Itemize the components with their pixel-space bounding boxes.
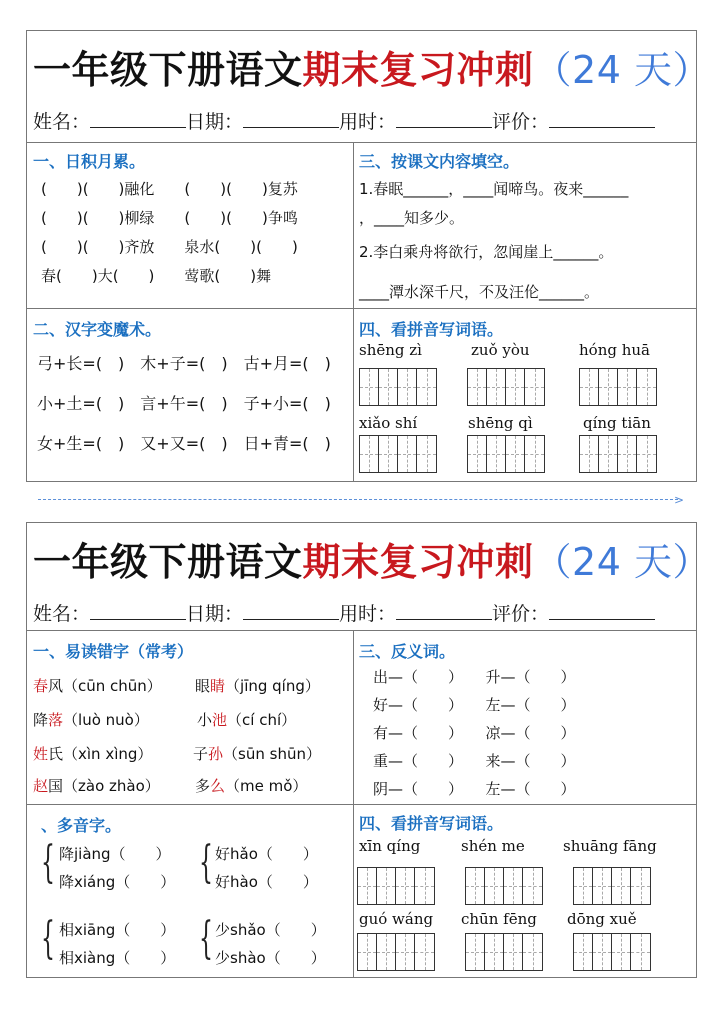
date-blank[interactable] xyxy=(243,111,339,128)
misread-word: 春风（cūn chūn） xyxy=(33,677,162,695)
fill-row: ____潭水深千尺，不及汪伦______。 xyxy=(359,283,600,301)
polyphone-item: 好hǎo（ ） xyxy=(215,845,318,863)
brace-icon: { xyxy=(41,837,55,888)
polyphone-item: 相xiāng（ ） xyxy=(59,921,176,939)
section-title: 二、汉字变魔术。 xyxy=(33,320,162,339)
misread-word: 降落（luò nuò） xyxy=(33,711,149,729)
antonym-row: 有—（ ） 凉—（ ） xyxy=(373,724,576,742)
pinyin-label: shuāng fāng xyxy=(563,837,657,855)
idiom-row: 春( )大( ) 莺歌( )舞 xyxy=(41,267,272,285)
divider xyxy=(27,804,696,805)
pinyin-label: xiǎo shí xyxy=(359,414,418,432)
antonym-row: 阴—（ ） 左—（ ） xyxy=(373,780,576,798)
writing-grid[interactable] xyxy=(359,435,437,473)
time-blank[interactable] xyxy=(396,603,492,620)
section-title: 一、日积月累。 xyxy=(33,152,146,171)
worksheet-card-2 xyxy=(26,522,711,978)
eval-blank[interactable] xyxy=(549,111,655,128)
writing-grid[interactable] xyxy=(465,933,543,971)
pinyin-label: dōng xuě xyxy=(567,910,637,928)
section-title: 三、按课文内容填空。 xyxy=(359,152,520,171)
writing-grid[interactable] xyxy=(579,435,657,473)
char-math-row: 弓+长=( ) 木+子=( ) 古+月=( ) xyxy=(37,354,331,373)
writing-grid[interactable] xyxy=(467,435,545,473)
pinyin-label: hóng huā xyxy=(579,341,650,359)
divider xyxy=(27,308,696,309)
cut-line xyxy=(38,499,678,500)
brace-icon: { xyxy=(41,913,55,964)
pinyin-label: zuǒ yòu xyxy=(471,341,530,359)
idiom-row: ( )( )柳绿 ( )( )争鸣 xyxy=(41,209,298,227)
misread-word: 姓氏（xìn xìng） xyxy=(33,745,153,763)
writing-grid[interactable] xyxy=(359,368,437,406)
misread-word: 赵国（zào zhào） xyxy=(33,777,160,795)
fill-row: ，____知多少。 xyxy=(359,209,465,227)
misread-word: 眼睛（jīng qíng） xyxy=(195,677,320,695)
divider xyxy=(353,142,354,481)
polyphone-item: 好hào（ ） xyxy=(215,873,318,891)
section-title: 四、看拼音写词语。 xyxy=(359,320,504,339)
time-blank[interactable] xyxy=(396,111,492,128)
writing-grid[interactable] xyxy=(573,933,651,971)
arrow-right-icon: > xyxy=(674,493,685,507)
polyphone-item: 降jiàng（ ） xyxy=(59,845,171,863)
pinyin-label: xīn qíng xyxy=(359,837,421,855)
antonym-row: 好—（ ） 左—（ ） xyxy=(373,696,576,714)
writing-grid[interactable] xyxy=(357,867,435,905)
antonym-row: 重—（ ） 来—（ ） xyxy=(373,752,576,770)
pinyin-label: shēng qì xyxy=(468,414,533,432)
fill-row: 1.春眠______，____闻啼鸟。夜来______ xyxy=(359,180,629,198)
pinyin-label: guó wáng xyxy=(359,910,434,928)
pinyin-label: shēng zì xyxy=(359,341,422,359)
student-info: 姓名： 日期： 用时： 评价： xyxy=(33,107,655,134)
page-title: 一年级下册语文期末复习冲刺（24 天） xyxy=(33,48,711,92)
idiom-row: ( )( )融化 ( )( )复苏 xyxy=(41,180,298,198)
pinyin-label: shén me xyxy=(461,837,525,855)
page-title: 一年级下册语文期末复习冲刺（24 天） xyxy=(33,540,711,584)
antonym-row: 出—（ ） 升—（ ） xyxy=(373,668,576,686)
section-title: 四、看拼音写词语。 xyxy=(359,814,504,833)
misread-word: 多么（me mǒ） xyxy=(195,777,308,795)
pinyin-label: chūn fēng xyxy=(461,910,537,928)
polyphone-item: 少shào（ ） xyxy=(215,949,326,967)
worksheet-card-1 xyxy=(26,30,711,482)
section-title: 三、反义词。 xyxy=(359,642,456,661)
char-math-row: 小+土=( ) 言+午=( ) 子+小=( ) xyxy=(37,394,331,413)
polyphone-item: 相xiàng（ ） xyxy=(59,949,176,967)
misread-word: 子孙（sūn shūn） xyxy=(193,745,321,763)
writing-grid[interactable] xyxy=(465,867,543,905)
writing-grid[interactable] xyxy=(467,368,545,406)
student-info: 姓名： 日期： 用时： 评价： xyxy=(33,599,655,626)
brace-icon: { xyxy=(199,837,213,888)
name-blank[interactable] xyxy=(90,603,186,620)
brace-icon: { xyxy=(199,913,213,964)
polyphone-item: 少shǎo（ ） xyxy=(215,921,326,939)
divider xyxy=(27,630,696,631)
divider xyxy=(27,142,696,143)
section-title: 一、易读错字（常考） xyxy=(33,642,194,661)
fill-row: 2.李白乘舟将欲行，忽闻崖上______。 xyxy=(359,243,614,261)
date-blank[interactable] xyxy=(243,603,339,620)
polyphone-item: 降xiáng（ ） xyxy=(59,873,176,891)
writing-grid[interactable] xyxy=(357,933,435,971)
name-blank[interactable] xyxy=(90,111,186,128)
writing-grid[interactable] xyxy=(579,368,657,406)
idiom-row: ( )( )齐放 泉水( )( ) xyxy=(41,238,298,256)
eval-blank[interactable] xyxy=(549,603,655,620)
char-math-row: 女+生=( ) 又+又=( ) 日+青=( ) xyxy=(37,434,331,453)
misread-word: 小池（cí chí） xyxy=(197,711,297,729)
section-title: 、多音字。 xyxy=(41,816,122,835)
pinyin-label: qíng tiān xyxy=(583,414,651,432)
writing-grid[interactable] xyxy=(573,867,651,905)
divider xyxy=(353,630,354,977)
